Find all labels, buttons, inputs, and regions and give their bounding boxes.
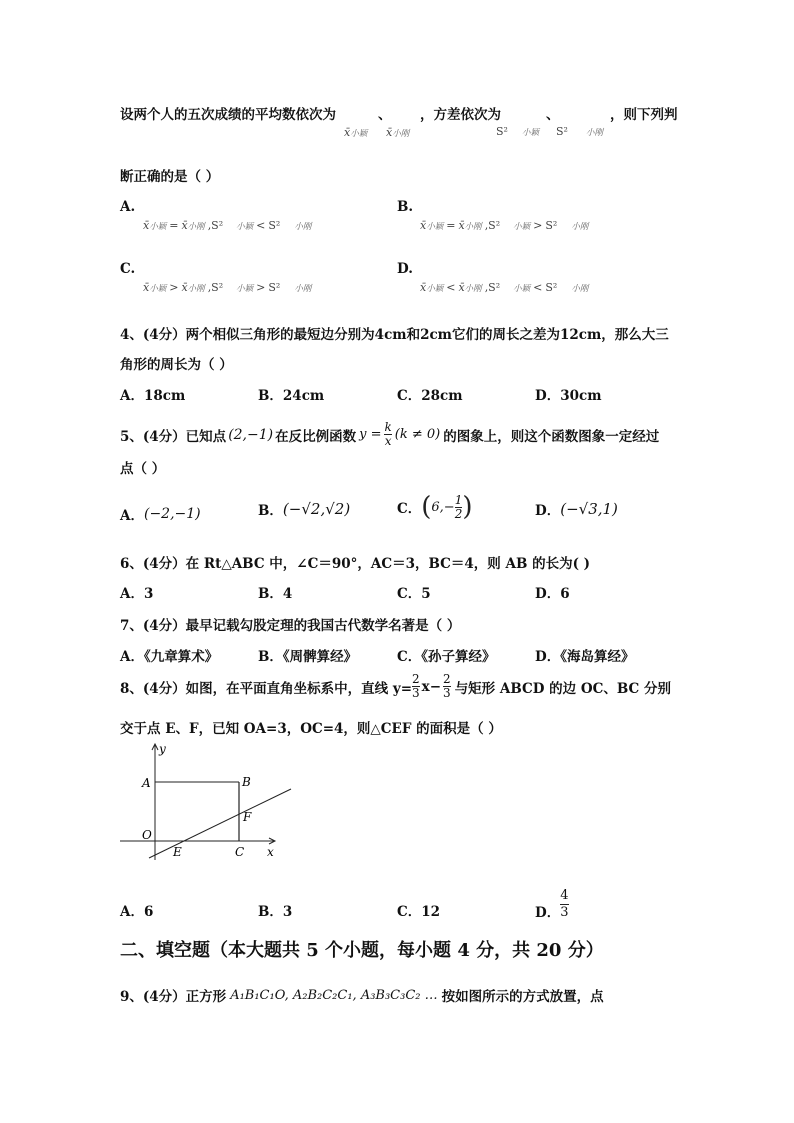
option-c: C． ( 6,− $\frac{1}{2}$ ): [397, 492, 473, 522]
option-c: C．5: [397, 586, 431, 602]
option-a: A．6: [120, 904, 154, 920]
mean-subscript: 小刚: [392, 129, 410, 139]
option-letter: D.: [397, 261, 413, 277]
mean-xiaogang: [386, 121, 409, 140]
mean-subscript: 小颖: [350, 129, 368, 139]
option-c: C．12: [397, 904, 441, 920]
option-c: C．《孙子算经》: [397, 649, 496, 665]
coordinate-figure: [115, 740, 305, 865]
option-d: D．《海岛算经》: [535, 649, 635, 665]
mean-symbol: x̄: [344, 126, 351, 139]
label-o: O: [142, 828, 152, 842]
option-b-math: x̄小颖 = x̄小刚 ,S² 小颖 > S² 小刚: [420, 219, 589, 232]
option-d-math: x̄小颖 < x̄小刚 ,S² 小颖 < S² 小刚: [420, 281, 589, 294]
variance-xiaogang: [556, 120, 603, 139]
option-b: B．3: [258, 904, 293, 920]
intro-text-2: 断正确的是（ ）: [120, 169, 220, 185]
option-letter: B.: [397, 199, 414, 215]
option-letter: C.: [120, 261, 136, 277]
label-a: A: [142, 776, 151, 790]
option-d: D．6: [535, 586, 570, 602]
variance-subscript: 小刚: [585, 128, 603, 138]
option-d: D． (−√3,1): [535, 500, 618, 519]
question-8-stem-2: 交于点 E、F，已知 OA=3，OC=4，则△CEF 的面积是（ ）: [120, 721, 502, 737]
intro-text-1: 设两个人的五次成绩的平均数依次为: [120, 107, 336, 123]
label-y: y: [159, 742, 166, 756]
label-x: x: [267, 845, 274, 859]
option-d: D． $\frac{4}{3}$: [535, 888, 569, 921]
option-b: B．24cm: [258, 388, 325, 404]
fraction: $\frac{k}{x}$: [384, 420, 392, 448]
option-a: A．《九章算术》: [120, 649, 219, 665]
option-letter: A.: [120, 199, 136, 215]
option-c: C．28cm: [397, 388, 463, 404]
label-f: F: [243, 810, 252, 824]
question-5-stem-2: 点（ ）: [120, 461, 166, 477]
question-4-stem-2: 角形的周长为（ ）: [120, 357, 233, 373]
intro-tail: ，则下列判: [610, 107, 678, 123]
question-7-stem: 7、(4分）最早记载勾股定理的我国古代数学名著是（ ）: [120, 618, 461, 634]
option-a: A．18cm: [120, 388, 186, 404]
point: (2,−1): [228, 426, 274, 443]
section-title: 二、填空题（本大题共 5 个小题，每小题 4 分，共 20 分）: [120, 940, 604, 961]
option-d: D．30cm: [535, 388, 602, 404]
variance-xiaoying: [496, 120, 539, 139]
variance-subscript: 小颖: [521, 128, 539, 138]
question-9-stem: 9、(4分）正方形 A₁B₁C₁O, A₂B₂C₂C₁, A₃B₃C₃C₂ … 按如图所示的方式放置，点: [120, 987, 604, 1005]
question-6-stem: 6、(4分）在 Rt△ABC 中，∠C＝90°，AC＝3，BC＝4，则 AB 的长为( ): [120, 556, 591, 572]
intro-sep-1: 、: [378, 107, 392, 123]
option-b: B．4: [258, 586, 293, 602]
question-5-stem: 5、(4分）已知点 (2,−1) 在反比例函数 y = $\frac{k}{x}$ (k ≠ 0) 的图象上，则这个函数图象一定经过: [120, 420, 660, 448]
variance-symbol: S²: [496, 125, 508, 138]
label-b: B: [242, 775, 251, 789]
option-c-math: x̄小颖 > x̄小刚 ,S² 小颖 > S² 小刚: [143, 281, 312, 294]
label-c: C: [235, 845, 245, 859]
label-e: E: [173, 845, 182, 859]
question-4-stem: 4、(4分）两个相似三角形的最短边分别为4cm和2cm它们的周长之差为12cm，那么大三: [120, 327, 669, 343]
intro-comma-1: ，方差依次为: [420, 107, 501, 123]
question-8-stem: 8、(4分）如图，在平面直角坐标系中，直线 y= $\frac{2}{3}$ x− $\frac{2}{3}$ 与矩形 ABCD 的边 OC、BC 分别: [120, 672, 671, 700]
option-a-math: x̄小颖 = x̄小刚 ,S² 小颖 < S² 小刚: [143, 219, 312, 232]
option-b: B． (−√2,√2): [258, 500, 351, 519]
intro-sep-2: 、: [546, 107, 560, 123]
variance-symbol: S²: [556, 125, 568, 138]
option-a: A． (−2,−1): [120, 506, 201, 524]
mean-symbol: x̄: [386, 126, 393, 139]
option-a: A．3: [120, 586, 154, 602]
option-b: B．《周髀算经》: [258, 649, 358, 665]
mean-xiaoying: [344, 121, 367, 140]
